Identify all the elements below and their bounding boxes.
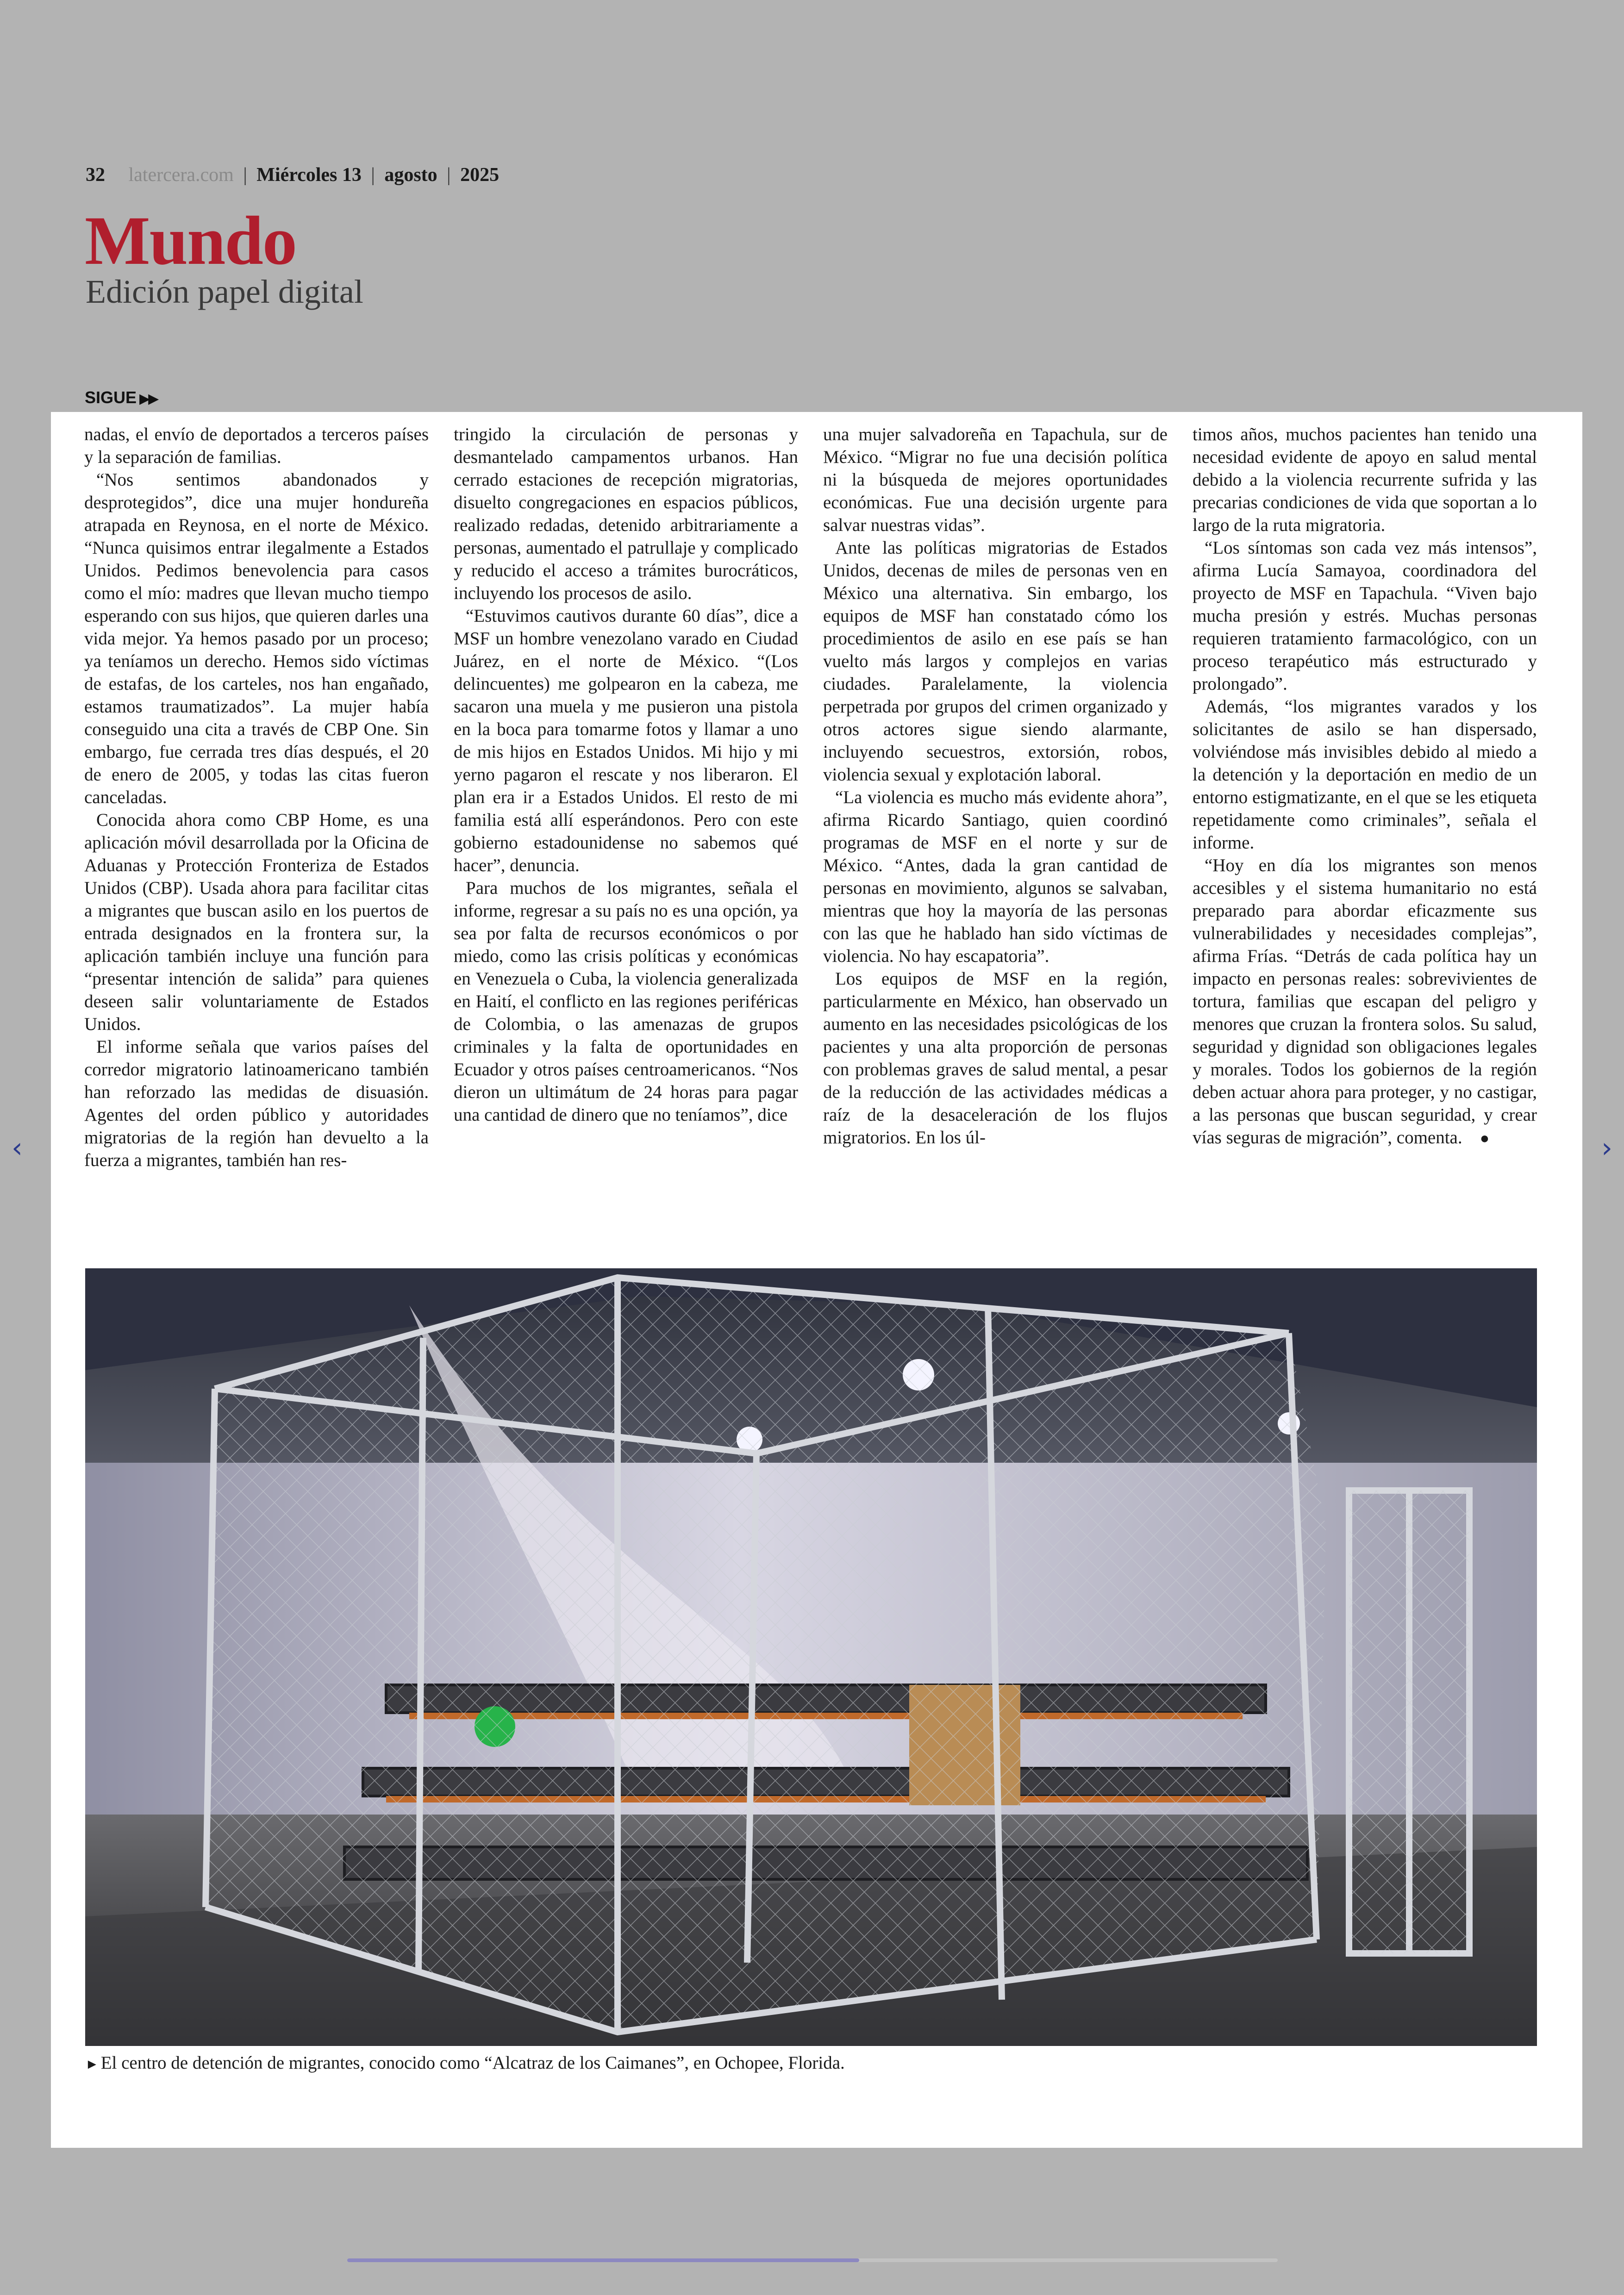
article-paragraph: Ante las políticas migratorias de Estados Unidos, decenas de miles de personas ven en México una alternativa. Sin embargo, los equipos de MSF han constatado cómo los procedimientos de asilo en ese país se han vuelto más largos y complejos en varias ciudades. Paralelamente, la violencia perpetrada por grupos del crimen organizado y otros actores sigue siendo alarmante, incluyendo secuestros, extorsión, robos, violencia sexual y explotación laboral. — [823, 538, 1168, 785]
end-of-article-icon: ● — [1480, 1130, 1490, 1147]
article-paragraph: Los equipos de MSF en la región, particularmente en México, han observado un aumento en las necesidades psicológicas de los pacientes y una alta proporción de personas con problemas graves de salud mental, a pesar de la reducción de las actividades médicas a raíz de la desaceleración de los flujos migratorios. En los úl- — [823, 969, 1168, 1148]
caption-marker-icon: ► — [85, 2057, 99, 2072]
date-month: agosto — [384, 164, 437, 186]
photo-caption — [85, 2052, 1537, 2076]
reading-progress-bar[interactable] — [347, 2258, 1278, 2262]
site-name: latercera.com — [128, 164, 234, 186]
article-column-4 — [1193, 423, 1537, 1201]
article-column-3 — [823, 423, 1168, 1201]
article-paragraph: una mujer salvadoreña en Tapachula, sur de México. “Migrar no fue una decisión política ni la búsqueda de mejores oportunidades económicas. Fue una decisión urgente para salvar nuestras vidas”. — [823, 424, 1168, 535]
article-page — [51, 412, 1582, 2148]
separator: | — [371, 164, 375, 186]
chevron-left-icon: ‹ — [12, 1132, 23, 1164]
article-paragraph: tringido la circulación de personas y desmantelado campamentos urbanos. Han cerrado estaciones de recepción migratorias, disuelto congregaciones en espacios públicos, realizado redadas, detenido arbitrariamente a personas, aumentado el patrullaje y complicado y reducido el acceso a trámites burocráticos, incluyendo los procesos de asilo. — [454, 424, 798, 603]
detention-center-photo — [85, 1268, 1537, 2046]
article-paragraph-text: “Hoy en día los migrantes son menos accesibles y el sistema humanitario no está preparado para abordar eficazmente sus vulnerabilidades y necesidades complejas”, afirma Frías. “Detrás de cada política hay un impacto en personas reales: sobrevivientes de tortura, familias que escapan del peligro y menores que cruzan la frontera solos. Su salud, seguridad y dignidad son obligaciones legales y morales. Todos los gobiernos de la región deben actuar ahora para proteger, y no castigar, a las personas que buscan seguridad, y crear vías seguras de migración”, comenta. — [1193, 855, 1537, 1148]
article-paragraph: Además, “los migrantes varados y los solicitantes de asilo se han dispersado, volviéndose más invisibles debido al miedo a la detención y la deportación en medio de un entorno estigmatizante, en el que se les etiqueta repetidamente como criminales”, señala el informe. — [1193, 697, 1537, 853]
chevron-right-icon: › — [1601, 1132, 1612, 1164]
article-paragraph: “Nos sentimos abandonados y desprotegidos”, dice una mujer hondureña atrapada en Reynosa, en el norte de México. “Nunca quisimos entrar ilegalmente a Estados Unidos. Pedimos benevolencia para casos como el mío: madres que llevan mucho tiempo esperando con sus hijos, que quieren darles una vida mejor. Ya hemos pasado por un proceso; ya teníamos un derecho. Hemos sido víctimas de estafas, de los carteles, nos han engañado, estamos traumatizados”. La mujer había conseguido una cita a través de CBP One. Sin embargo, fue cerrada tres días después, el 20 de enero de 2005, y todas las citas fueron canceladas. — [84, 470, 429, 807]
continued-label — [85, 387, 157, 410]
edition-subtitle: Edición papel digital — [86, 273, 363, 310]
article-paragraph-last — [1193, 854, 1537, 1150]
article-paragraph: “Los síntomas son cada vez más intensos”, afirma Lucía Samayoa, coordinadora del proyecto de MSF en Tapachula. “Viven bajo mucha presión y estrés. Muchas personas requieren tratamiento farmacológico, con un proceso terapéutico más estructurado y prolongado”. — [1193, 538, 1537, 694]
article-paragraph: nadas, el envío de deportados a terceros países y la separación de familias. — [84, 424, 429, 467]
date-year: 2025 — [460, 164, 500, 186]
article-paragraph: timos años, muchos pacientes han tenido una necesidad evidente de apoyo en salud mental debido a la violencia recurrente sufrida y las precarias condiciones de vida que soportan a lo largo de la ruta migratoria. — [1193, 424, 1537, 535]
page-number: 32 — [86, 164, 105, 186]
date-day: Miércoles 13 — [256, 164, 362, 186]
next-page-button[interactable] — [1595, 1129, 1618, 1166]
article-columns — [84, 423, 1537, 1201]
article-paragraph: El informe señala que varios países del corredor migratorio latinoamericano también han reforzado las medidas de disuasión. Agentes del orden público y autoridades migratorias de la región han devuelto a la fuerza a migrantes, también han res- — [84, 1037, 429, 1170]
caption-text: El centro de detención de migrantes, conocido como “Alcatraz de los Caimanes”, en Ochopee, Florida. — [100, 2053, 845, 2073]
article-photo — [85, 1268, 1537, 2046]
continued-arrows-icon: ▶▶ — [139, 391, 157, 406]
reading-progress-fill — [347, 2258, 859, 2262]
page-header-meta — [86, 162, 499, 188]
article-paragraph: “La violencia es mucho más evidente ahora”, afirma Ricardo Santiago, quien coordinó programas de MSF en el norte y sur de México. “Antes, dada la gran cantidad de personas en movimiento, algunos se salvaban, mientras que hoy la mayoría de las personas con las que he hablado han sido víctimas de violencia. No hay escapatoria”. — [823, 787, 1168, 966]
article-column-1 — [84, 423, 429, 1201]
continued-text: SIGUE — [85, 388, 137, 407]
article-paragraph: Para muchos de los migrantes, señala el informe, regresar a su país no es una opción, ya sea por falta de recursos económicos o por miedo, como las crisis políticas y económicas en Venezuela o Cuba, la violencia generalizada en Haití, el conflicto en las regiones periféricas de Colombia, o las amenazas de grupos criminales y la falta de oportunidades en Ecuador y otros países centroamericanos. “Nos dieron un ultimátum de 24 horas para pagar una cantidad de dinero que no teníamos”, dice — [454, 878, 798, 1125]
previous-page-button[interactable] — [6, 1129, 29, 1166]
separator: | — [447, 164, 451, 186]
article-paragraph: “Estuvimos cautivos durante 60 días”, dice a MSF un hombre venezolano varado en Ciudad Juárez, en el norte de México. “(Los delincuentes) me golpearon en la cabeza, me sacaron una muela y me pusieron una pistola en la boca para tomarme fotos y llamar a uno de mis hijos en Estados Unidos. Mi hijo y mi yerno pagaron el rescate y nos liberaron. El plan era ir a Estados Unidos. El resto de mi familia está allí esperándonos. Pero con este gobierno estadounidense no sabemos qué hacer”, denuncia. — [454, 606, 798, 875]
section-title: Mundo — [85, 202, 296, 279]
article-paragraph: Conocida ahora como CBP Home, es una aplicación móvil desarrollada por la Oficina de Aduanas y Protección Fronteriza de Estados Unidos (CBP). Usada ahora para facilitar citas a migrantes que buscan asilo en los puertos de entrada designados en la frontera sur, la aplicación también incluye una función para “presentar intención de salida” para quienes deseen salir voluntariamente de Estados Unidos. — [84, 810, 429, 1034]
separator: | — [243, 164, 247, 186]
article-column-2 — [454, 423, 798, 1201]
